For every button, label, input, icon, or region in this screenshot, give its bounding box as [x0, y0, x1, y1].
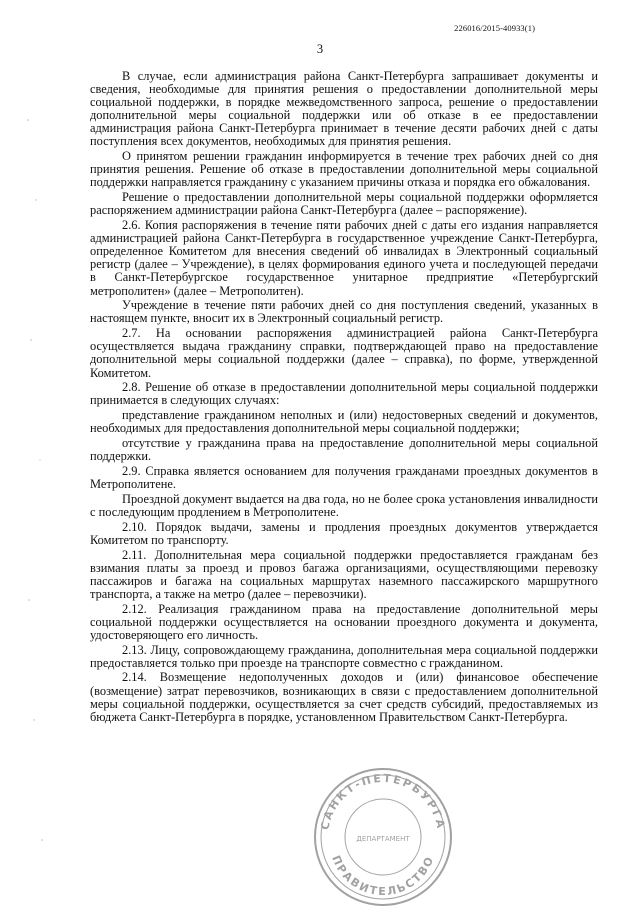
page-number: 3: [316, 42, 324, 56]
body-text: [90, 70, 598, 726]
paragraph: Проездной документ выдается на два года, но не более срока установления инвалидности с последующим продлением в Метрополитене.: [90, 491, 598, 519]
paragraph: В случае, если администрация района Санкт-Петербурга запрашивает документы и сведения, необходимые для принятия решения о предоставлении дополнительной меры социальной поддержки, в порядке межведомственного запроса, решение о предоставлении дополнительной меры социальной поддержки или об отказе в ее предоставлении администрация района Санкт-Петербурга принимает в течение десяти рабочих дней с даты поступления всех документов, необходимых для принятия решения.: [90, 69, 598, 149]
paragraph: 2.7. На основании распоряжения администрацией района Санкт-Петербурга осуществляется выдача гражданину справки, подтверждающей право на предоставление дополнительной меры социальной поддержки (далее – справка), по форме, утвержденной Комитетом.: [90, 326, 598, 380]
paragraph: 2.12. Реализация гражданином права на предоставление дополнительной меры социальной поддержки осуществляется на основании проездного документа и документа, удостоверяющего его личность.: [90, 601, 598, 642]
seal-stamp-icon: [308, 762, 458, 912]
paragraph: 2.8. Решение об отказе в предоставлении дополнительной меры социальной поддержки принимается в следующих случаях:: [90, 380, 598, 408]
paragraph: 2.6. Копия распоряжения в течение пяти рабочих дней с даты его издания направляется администрацией района Санкт-Петербурга в государственное учреждение Санкт-Петербурга, определенное Комитетом для внесения сведений об инвалидах в Электронный социальный регистр (далее – Учреждение), в целях формирования единого учета и последующей передачи в Санкт-Петербургское государственное унитарное предприятие «Петербургский метрополитен» (далее – Метрополитен).: [90, 218, 598, 298]
stamp-text-inner: ДЕПАРТАМЕНТ: [356, 835, 410, 843]
paragraph: О принятом решении гражданин информируется в течение трех рабочих дней со дня принятия решения. Решение об отказе в предоставлении дополнительной меры социальной поддержки направляется гражданину с указанием причины отказа и порядка его обжалования.: [90, 149, 598, 190]
margin-dots-decoration: [22, 80, 52, 880]
paragraph: 2.10. Порядок выдачи, замены и продления проездных документов утверждается Комитетом по транспорту.: [90, 519, 598, 547]
paragraph: 2.13. Лицу, сопровождающему гражданина, дополнительная мера социальной поддержки предоставляется только при проезде на транспорте совместно с гражданином.: [90, 642, 598, 670]
document-id: 226016/2015-40933(1): [454, 23, 535, 33]
stamp-text-bottom: ПРАВИТЕЛЬСТВО: [329, 853, 437, 899]
paragraph: 2.14. Возмещение недополученных доходов и (или) финансовое обеспечение (возмещение) затрат перевозчиков, возникающих в связи с предоставлением дополнительной меры социальной поддержки, осуществляется за счет средств субсидий, предоставляемых из бюджета Санкт-Петербурга в порядке, установленном Правительством Санкт-Петербурга.: [90, 670, 598, 724]
paragraph: представление гражданином неполных и (или) недостоверных сведений и документов, необходимых для предоставления дополнительной меры социальной поддержки;: [90, 408, 598, 436]
paragraph: Решение о предоставлении дополнительной меры социальной поддержки оформляется распоряжением администрации района Санкт-Петербурга (далее – распоряжение).: [90, 190, 598, 218]
svg-text:САНКТ-ПЕТЕРБУРГА: [318, 772, 447, 831]
stamp-text-top: САНКТ-ПЕТЕРБУРГА: [318, 771, 448, 832]
paragraph: 2.11. Дополнительная мера социальной поддержки предоставляется гражданам без взимания платы за проезд и провоз багажа организациями, осуществляющими перевозку пассажиров и багажа на социальных маршрутах наземного пассажирского маршрутного транспорта, а также на метро (далее – перевозчики).: [90, 547, 598, 601]
paragraph: Учреждение в течение пяти рабочих дней со дня поступления сведений, указанных в настоящем пункте, вносит их в Электронный социальный регистр.: [90, 298, 598, 326]
svg-text:ПРАВИТЕЛЬСТВО: [329, 853, 437, 898]
paragraph: отсутствие у гражданина права на предоставление дополнительной меры социальной поддержки.: [90, 436, 598, 464]
paragraph: 2.9. Справка является основанием для получения гражданами проездных документов в Метрополитене.: [90, 463, 598, 491]
